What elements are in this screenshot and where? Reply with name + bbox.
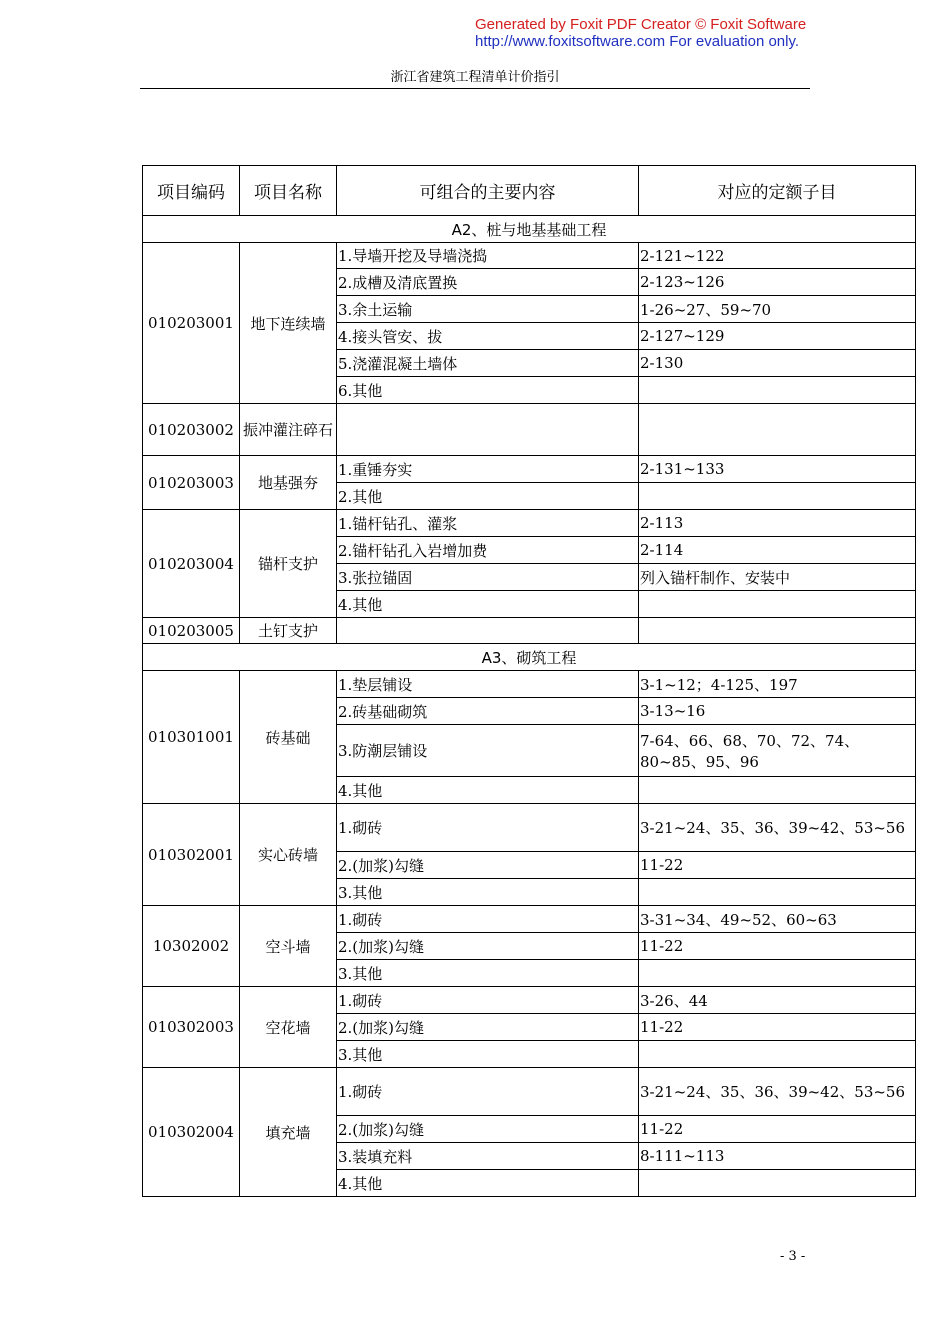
table-row <box>143 987 916 1014</box>
content-cell: 4.其他 <box>337 777 639 804</box>
quota-cell: 3-1~12；4-125、197 <box>639 671 916 698</box>
quota-cell: 2-130 <box>639 350 916 377</box>
watermark-line-2: http://www.foxitsoftware.com For evaluation only. <box>475 33 800 50</box>
table-row <box>143 671 916 698</box>
quota-cell: 2-127~129 <box>639 323 916 350</box>
content-cell: 2.砖基础砌筑 <box>337 698 639 725</box>
table-row <box>143 243 916 269</box>
quota-cell: 2-113 <box>639 510 916 537</box>
quota-cell: 2-123~126 <box>639 269 916 296</box>
table-row <box>143 456 916 483</box>
table-row <box>143 906 916 933</box>
table-row <box>143 1068 916 1116</box>
content-cell: 4.其他 <box>337 1170 639 1197</box>
section-title: A2、桩与地基基础工程 <box>143 216 916 243</box>
quota-cell: 11-22 <box>639 1014 916 1041</box>
content-cell: 5.浇灌混凝土墙体 <box>337 350 639 377</box>
quota-cell: 3-26、44 <box>639 987 916 1014</box>
content-cell: 1.导墙开挖及导墙浇捣 <box>337 243 639 269</box>
quota-cell: 3-13~16 <box>639 698 916 725</box>
content-cell: 4.其他 <box>337 591 639 618</box>
content-cell: 1.砌砖 <box>337 987 639 1014</box>
quota-cell: 2-121~122 <box>639 243 916 269</box>
content-cell: 3.装填充料 <box>337 1143 639 1170</box>
quota-cell <box>639 404 916 456</box>
item-code: 010203005 <box>143 618 240 644</box>
item-name: 地下连续墙 <box>240 243 337 404</box>
quota-cell: 11-22 <box>639 1116 916 1143</box>
content-cell: 2.锚杆钻孔入岩增加费 <box>337 537 639 564</box>
table-row <box>143 404 916 456</box>
item-code: 010203001 <box>143 243 240 404</box>
item-name: 空斗墙 <box>240 906 337 987</box>
quota-cell: 1-26~27、59~70 <box>639 296 916 323</box>
content-cell: 3.其他 <box>337 879 639 906</box>
quota-cell <box>639 591 916 618</box>
col-header-code: 项目编码 <box>143 166 240 216</box>
item-code: 010203003 <box>143 456 240 510</box>
content-cell <box>337 618 639 644</box>
table-row <box>143 510 916 537</box>
quota-cell <box>639 879 916 906</box>
item-name: 实心砖墙 <box>240 804 337 906</box>
section-row <box>143 216 916 243</box>
quota-cell <box>639 777 916 804</box>
header-rule <box>140 88 810 89</box>
foxit-watermark <box>475 16 806 50</box>
quota-cell: 列入锚杆制作、安装中 <box>639 564 916 591</box>
item-code: 010302001 <box>143 804 240 906</box>
quota-cell: 3-31~34、49~52、60~63 <box>639 906 916 933</box>
content-cell: 2.(加浆)勾缝 <box>337 933 639 960</box>
content-cell: 2.其他 <box>337 483 639 510</box>
item-name: 地基强夯 <box>240 456 337 510</box>
quota-cell <box>639 1041 916 1068</box>
quota-cell: 2-131~133 <box>639 456 916 483</box>
quota-cell: 11-22 <box>639 933 916 960</box>
quota-cell: 11-22 <box>639 852 916 879</box>
quota-cell <box>639 960 916 987</box>
table-row <box>143 804 916 852</box>
table-row <box>143 618 916 644</box>
quota-guide-table <box>142 165 916 1197</box>
quota-cell: 3-21~24、35、36、39~42、53~56 <box>639 804 916 852</box>
quota-cell: 8-111~113 <box>639 1143 916 1170</box>
item-name: 土钉支护 <box>240 618 337 644</box>
item-code: 010203002 <box>143 404 240 456</box>
item-name: 填充墙 <box>240 1068 337 1197</box>
section-title: A3、砌筑工程 <box>143 644 916 671</box>
table-header-row <box>143 166 916 216</box>
quota-cell <box>639 618 916 644</box>
content-cell: 6.其他 <box>337 377 639 404</box>
content-cell <box>337 404 639 456</box>
content-cell: 4.接头管安、拔 <box>337 323 639 350</box>
item-name: 锚杆支护 <box>240 510 337 618</box>
quota-cell: 3-21~24、35、36、39~42、53~56 <box>639 1068 916 1116</box>
content-cell: 2.成槽及清底置换 <box>337 269 639 296</box>
item-code: 010302004 <box>143 1068 240 1197</box>
item-name: 砖基础 <box>240 671 337 804</box>
content-cell: 3.其他 <box>337 1041 639 1068</box>
item-code: 010301001 <box>143 671 240 804</box>
content-cell: 1.砌砖 <box>337 804 639 852</box>
item-code: 10302002 <box>143 906 240 987</box>
content-cell: 1.砌砖 <box>337 1068 639 1116</box>
content-cell: 1.锚杆钻孔、灌浆 <box>337 510 639 537</box>
content-cell: 3.其他 <box>337 960 639 987</box>
col-header-content: 可组合的主要内容 <box>337 166 639 216</box>
page-number: - 3 - <box>780 1249 806 1264</box>
quota-cell: 2-114 <box>639 537 916 564</box>
item-code: 010302003 <box>143 987 240 1068</box>
content-cell: 2.(加浆)勾缝 <box>337 1014 639 1041</box>
quota-cell <box>639 377 916 404</box>
content-cell: 3.余土运输 <box>337 296 639 323</box>
content-cell: 1.砌砖 <box>337 906 639 933</box>
item-name: 空花墙 <box>240 987 337 1068</box>
col-header-quota: 对应的定额子目 <box>639 166 916 216</box>
content-cell: 2.(加浆)勾缝 <box>337 852 639 879</box>
section-row <box>143 644 916 671</box>
quota-cell <box>639 1170 916 1197</box>
quota-cell: 7-64、66、68、70、72、74、80~85、95、96 <box>639 725 916 777</box>
item-name: 振冲灌注碎石 <box>240 404 337 456</box>
content-cell: 3.防潮层铺设 <box>337 725 639 777</box>
content-cell: 1.垫层铺设 <box>337 671 639 698</box>
col-header-name: 项目名称 <box>240 166 337 216</box>
content-cell: 2.(加浆)勾缝 <box>337 1116 639 1143</box>
content-cell: 3.张拉锚固 <box>337 564 639 591</box>
content-cell: 1.重锤夯实 <box>337 456 639 483</box>
quota-cell <box>639 483 916 510</box>
running-header-title: 浙江省建筑工程清单计价指引 <box>390 70 560 85</box>
item-code: 010203004 <box>143 510 240 618</box>
watermark-line-1: Generated by Foxit PDF Creator © Foxit Software <box>475 16 807 33</box>
